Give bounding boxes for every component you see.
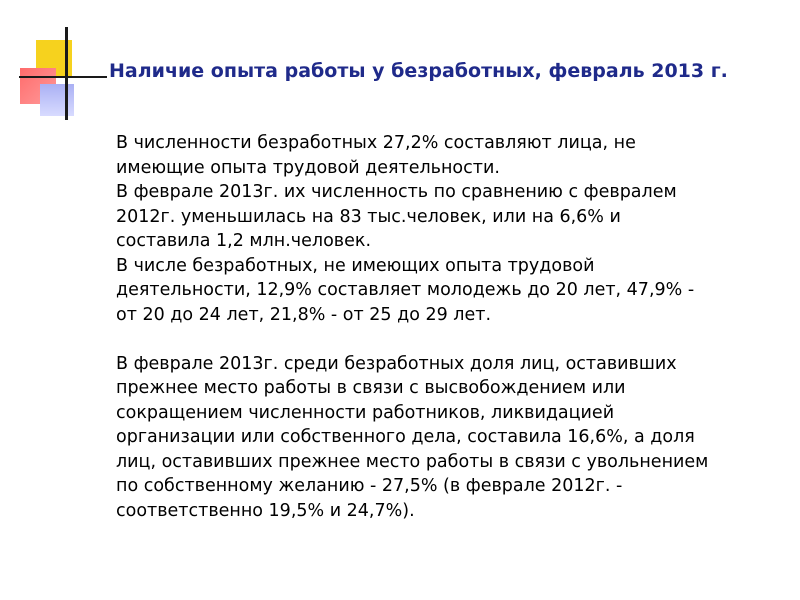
paragraph1-line: от 20 до 24 лет, 21,8% - от 25 до 29 лет. [116,304,492,325]
paragraph1-line: имеющие опыта трудовой деятельности. [116,157,500,178]
paragraph2-line: по собственному желанию - 27,5% (в феврале 2012г. - [116,476,623,496]
paragraph2-line: лиц, оставивших прежнее место работы в связи с увольнением [116,451,709,472]
paragraph2-line: соответственно 19,5% и 24,7%). [116,500,415,521]
vertical-line-decoration [65,27,68,120]
paragraph1-line: В феврале 2013г. их численность по сравнению с февралем [116,182,677,202]
slide-body [116,131,786,523]
paragraph1-line: деятельности, 12,9% составляет молодежь до 20 лет, 47,9% - [116,280,695,300]
horizontal-line-decoration [19,76,107,78]
paragraph-spacer [116,327,786,352]
slide-title: Наличие опыта работы у безработных, февраль 2013 г. [109,60,728,82]
paragraph1-line: 2012г. уменьшилась на 83 тыс.человек, или на 6,6% и [116,206,621,227]
paragraph2-line: организации или собственного дела, составила 16,6%, а доля [116,427,695,447]
paragraph2-line: сокращением численности работников, ликвидацией [116,402,615,423]
corner-ornament [0,0,110,130]
paragraph1-line: В числе безработных, не имеющих опыта трудовой [116,255,595,276]
paragraph1-line: составила 1,2 млн.человек. [116,231,372,251]
paragraph2-line: В феврале 2013г. среди безработных доля лиц, оставивших [116,353,677,374]
paragraph1-line: В численности безработных 27,2% составляют лица, не [116,133,636,153]
paragraph2-line: прежнее место работы в связи с высвобождением или [116,378,626,398]
blue-square-decoration [40,84,74,116]
